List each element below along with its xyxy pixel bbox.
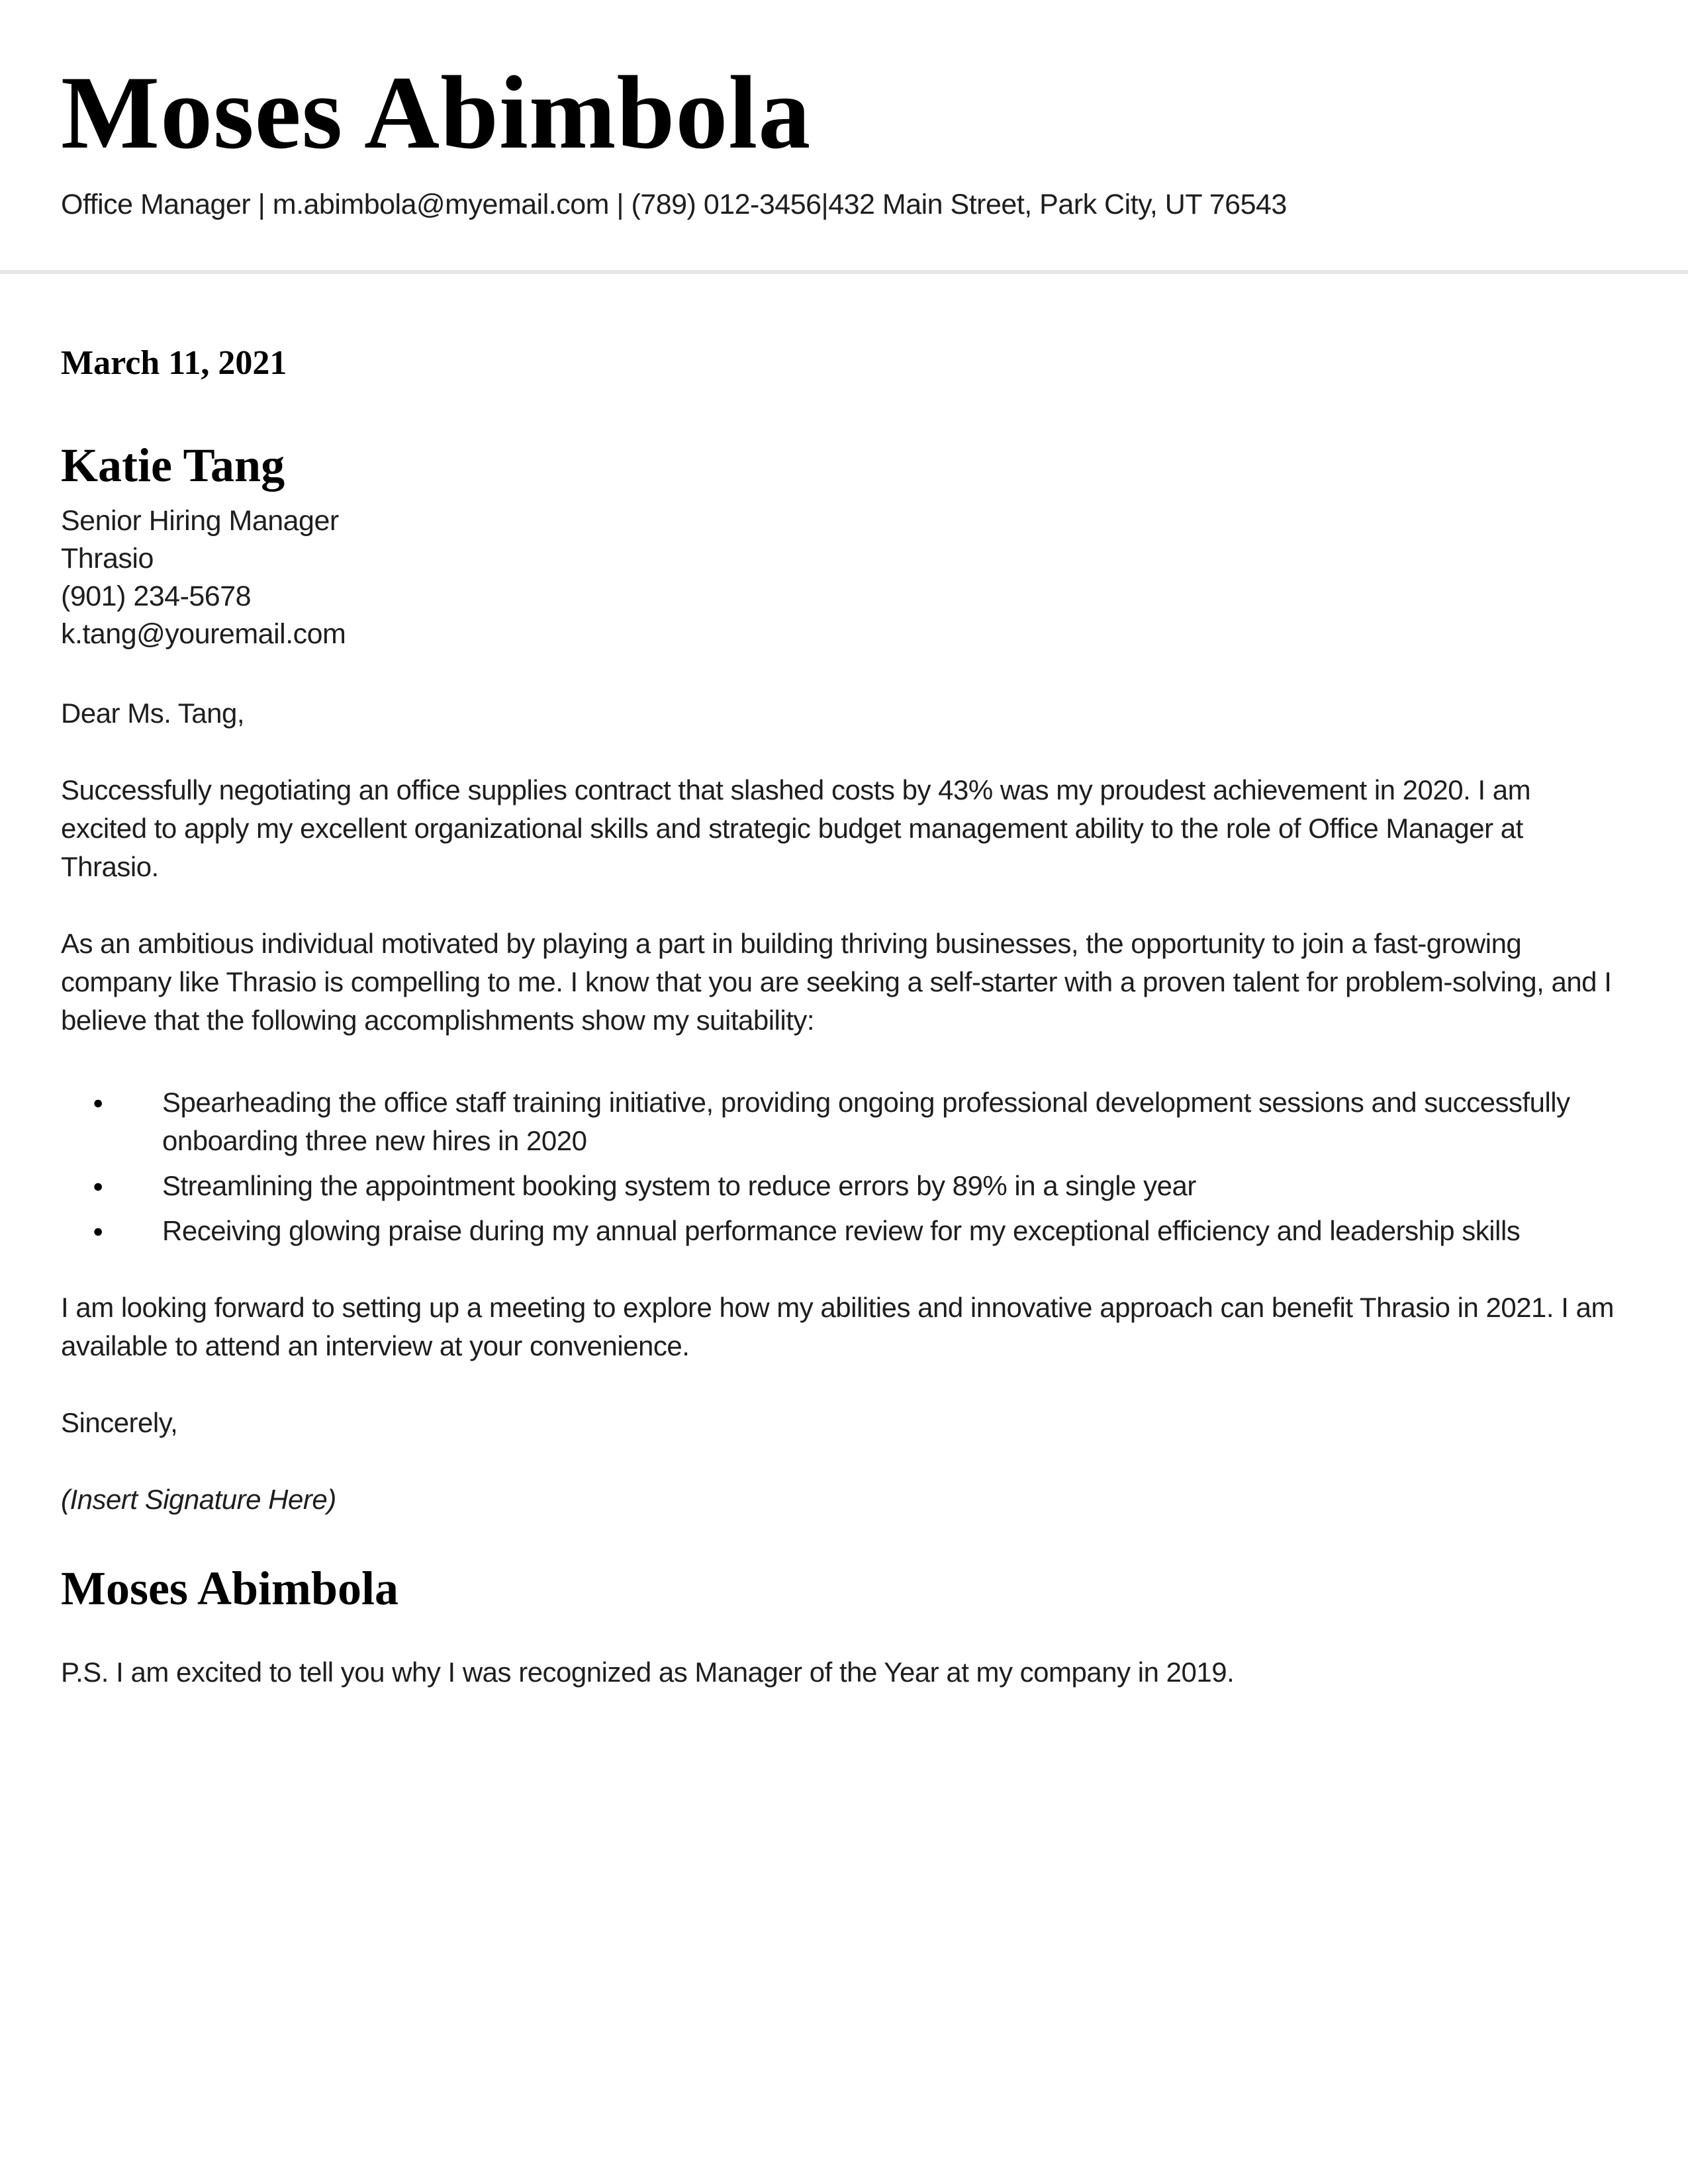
recipient-block (61, 438, 1614, 653)
recipient-name: Katie Tang (61, 439, 285, 492)
list-item (61, 1083, 1614, 1160)
recipient-phone: (901) 234-5678 (61, 580, 252, 612)
header-divider (0, 270, 1688, 274)
bullet-icon: ● (93, 1220, 103, 1241)
recipient-details (61, 502, 1614, 653)
bullet-icon: ● (93, 1092, 103, 1113)
recipient-title: Senior Hiring Manager (61, 504, 339, 537)
recipient-company: Thrasio (61, 542, 154, 574)
paragraph-intro: Successfully negotiating an office supplies contract that slashed costs by 43% was my proudest achievement in 2020. I am excited to apply my excellent organizational skills and strategic budget management ability to the role of Office Manager at Thrasio. (61, 774, 1531, 882)
bullet-icon: ● (93, 1175, 103, 1196)
sign-off: Sincerely, (61, 1406, 178, 1438)
applicant-name: Moses Abimbola (61, 55, 812, 171)
letter-body (0, 343, 1688, 1692)
signature-name: Moses Abimbola (61, 1561, 399, 1615)
postscript: P.S. I am excited to tell you why I was recognized as Manager of the Year at my company in 2019. (61, 1656, 1235, 1688)
list-item-text: Receiving glowing praise during my annual performance review for my exceptional efficiency and leadership skills (162, 1214, 1521, 1246)
list-item-text: Spearheading the office staff training initiative, providing ongoing professional development sessions and successfully onboarding three new hires in 2020 (162, 1086, 1570, 1156)
letter-date: March 11, 2021 (61, 343, 287, 382)
paragraph-closing: I am looking forward to setting up a meeting to explore how my abilities and innovative approach can benefit Thrasio in 2021. I am available to attend an interview at your convenience. (61, 1291, 1614, 1361)
salutation: Dear Ms. Tang, (61, 697, 245, 729)
list-item-text: Streamlining the appointment booking system to reduce errors by 89% in a single year (162, 1169, 1196, 1201)
letter-header (0, 55, 1688, 274)
recipient-email: k.tang@youremail.com (61, 617, 346, 650)
paragraph-motivation: As an ambitious individual motivated by playing a part in building thriving businesses, the opportunity to join a fast-growing company like Thrasio is compelling to me. I know that you are seeking a self-starter with a proven talent for problem-solving, and I believe that the following accomplishments show my suitability: (61, 927, 1612, 1036)
signature-placeholder: (Insert Signature Here) (61, 1483, 336, 1515)
list-item (61, 1167, 1614, 1205)
contact-line: Office Manager | m.abimbola@myemail.com | (789) 012-3456|432 Main Street, Park City, UT 76543 (61, 188, 1287, 220)
list-item (61, 1212, 1614, 1250)
accomplishments-list (61, 1083, 1614, 1250)
